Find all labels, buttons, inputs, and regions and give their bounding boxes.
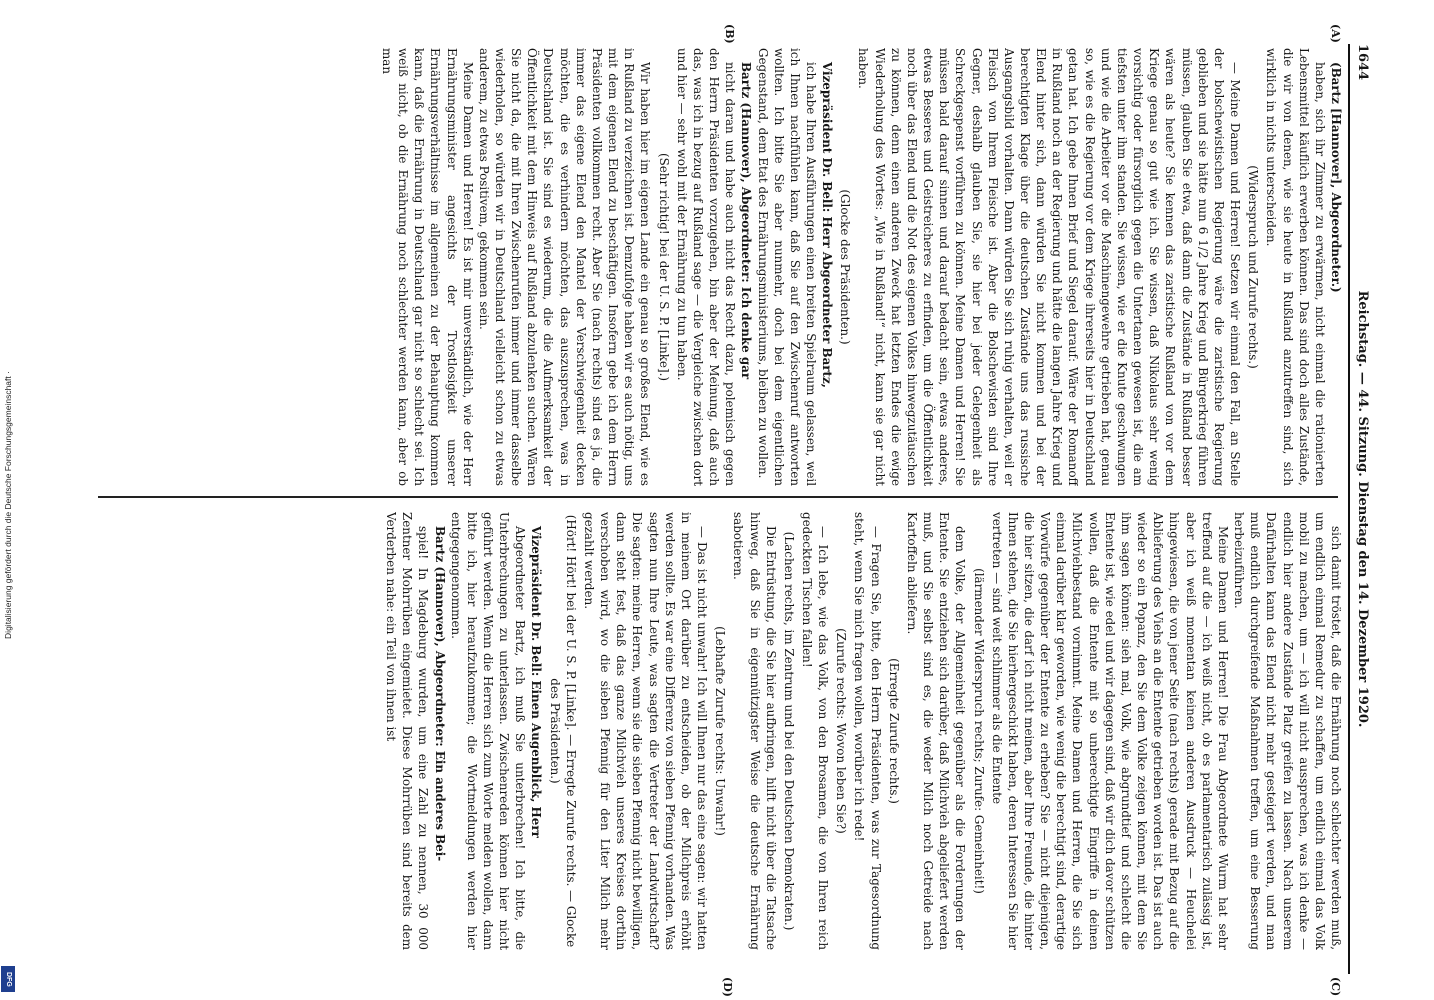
paragraph: Meine Damen und Herren! Die Frau Abgeordnete Wurm hat sehr treffend auf die — ich weiß nicht, ob es parlamentarisch zulässig ist, aber ich weiß momentan keinen anderen Ausdruck — Heuchelei hingewiesen, die von jener Seite (nach rechts) gerade mit Bezug auf die Ablieferung des Viehs an die Entente getrieben worden ist. Das ist auch wieder so ein Popanz, den Sie dem Volke zeigen können, mit dem Sie ihm sagen können: sieh mal, Volk, wie abgrundtief und schlecht die Entente ist, wie edel und wir dagegen sind, daß wir dich davor schützen wollen, daß die Entente mit so unberechtigte Eingriffe in deinen Milchviehbestand vornimmt. Meine Damen und Herren, die Sie sich einmal darüber klar geworden, wie wenig die berechtigt sind, derartige Vorwürfe gegenüber der Entente zu erheben? Sie — nicht diejenigen, die hier sitzen, die darf ich nicht meinen, aber Ihre Freunde, die hinter Ihnen stehen, die Sie hierhergeschickt haben, deren Interessen Sie hier vertreten — sind weit schlimmer als die Entente [989, 512, 1230, 950]
speaker-line: Bartz (Hannover), Abgeordneter: Ich denke gar [739, 62, 754, 380]
interjection: (Lachen rechts, im Zentrum und bei den Deutschen Demokraten.) [781, 531, 796, 931]
margin-mark-d: (D) [721, 977, 734, 997]
interjection: (Widerspruch und Zurufe rechts.) [1246, 165, 1261, 369]
margin-mark-c: (C) [1329, 977, 1342, 997]
page-header [1348, 44, 1372, 974]
left-text-column [82, 48, 1344, 486]
page-title: Reichstag. — 44. Sitzung. Dienstag den 14. Dezember 1920. [1355, 290, 1370, 728]
speaker-line: Vizepräsident Dr. Bell: Einen Augenblick, Herr [529, 526, 544, 838]
paragraph: sich damit tröstet, daß die Ernährung noch schlechter werden muß, um endlich einmal Remedur zu schaffen, um endlich einmal das Volk mobil zu machen, um — ich will nicht aussprechen, was ich denke — endlich hier andere Zustände Platz greifen zu lassen. Nach unserem Dafürhalten kann das Elend nicht mehr gesteigert werden, und man muß endlich durchgreifende Maßnahmen treffen, um eine Besserung herbeizuführen. [1232, 512, 1343, 950]
paragraph: — Fragen Sie, bitte, den Herrn Präsidenten, was zur Tagesordnung steht, wenn Sie mich fragen wollen, worüber ich rede! [852, 512, 883, 950]
paragraph: dem Volke, der Allgemeinheit gegenüber als die Forderungen der Entente. Sie entziehen sich darüber, daß Milchvieh abgeliefert werden muß, und Sie selbst sind es, die weder Milch noch Getreide nach Kartoffeln abliefern. [904, 512, 968, 950]
paragraph: haben, sich ihr Zimmer zu erwärmen, nicht einmal die rationierten Lebensmittel käuflich erwerben können. Das sind doch alles Zustände, die wir von denen, wie sie heute in Rußland anzutreffen sind, sich wirklich in nichts unterscheiden. [1264, 48, 1327, 486]
column-divider [98, 496, 1338, 498]
paragraph: Die Entrüstung, die Sie hier aufbringen, hilft nicht über die Tatsache hinweg, daß Sie in eigennützigster Weise die deutsche Ernährung sabotieren. [731, 512, 778, 950]
paragraph: — Meine Damen und Herren! Setzen wir einmal den Fall, an Stelle der bolschewistischen Regierung wäre die zaristische Regierung geblieben und sie hätte nun 6 1/2 Jahre Krieg und Bürgerkrieg führen müssen, glauben Sie etwa, daß dann die Zustände in Rußland besser wären als heute? Sie kennen das zaristische Rußland von vor dem Kriege genau so gut wie ich. Sie wissen, daß Nikolaus sehr wenig vorsichtig oder fürsorglich gegen die Untertanen gewesen ist, die am tiefsten unter ihm standen. Sie wissen, wie er die Knute geschwungen und wie die Arbeiter vor die Maschinengewehre getrieben hat, genau so, wie es die Regierung vor dem Kriege ihrerseits hier in Deutschland getan hat. Ich gebe Ihnen Brief und Siegel darauf: Wäre der Romanoff in Rußland noch an der Regierung und hätte die langen Jahre Krieg und Elend hinter sich, dann würden Sie nicht kommen und bei der berechtigten Klage über die deutschen Zustände uns das russische Ausgangsbild vorhalten. Dann würden Sie sich ruhig verhalten, weil er Fleisch von Ihrem Fleische ist. Aber die Bolschewisten sind Ihre Gegner, deshalb glauben Sie, sie hier bei jeder Gelegenheit als Schreckgespenst vorführen zu können. Meine Damen und Herren! Sie müssen bald darauf sinnen und darauf bedacht sein, etwas anderes, etwas Besseres und Geistreicheres zu erfinden, um die Öffentlichkeit noch über das Elend und die Not des eigenen Volkes hinwegzutäuschen zu können, denn einen anderen Zweck hat letzten Endes die ewige Wiederholung des Wortes: „Wie in Rußland!“ nicht, kann sie gar nicht haben. [856, 48, 1243, 486]
margin-mark-a: (A) [1329, 24, 1342, 43]
margin-mark-b: (B) [723, 24, 736, 44]
paragraph: — Das ist nicht unwahr! Ich will Ihnen nur das eine sagen: wir hatten in meinem Ort darüber zu entscheiden, ob der Milchpreis erhöht werden sollte. Es war eine Differenz von sieben Pfennig vorhanden. Was sagten nun Ihre Leute, was sagten die Vertreter der Landwirtschaft? Die sagten: meine Herren, wenn sie die sieben Pfennig nicht bewilligen, dann steht fest, daß das ganze Milchvieh unseres Kreises dorthin verschoben wird, wo die sieben Pfennig für den Liter Milch mehr gezahlt werden. [581, 512, 710, 950]
paragraph: Abgeordneter Bartz, ich muß Sie unterbrechen! Ich bitte, die Unterbrechungen zu unterlassen. Zwischenreden können hier nicht geführt werden. Wenn die Herren sich zum Worte melden wollen, dann bitte ich, hier heraufzukommen; die Wortmeldungen werden hier entgegengenommen. [448, 512, 528, 950]
speaker-line: Vizepräsident Dr. Bell: Herr Abgeordneter Bartz, [820, 62, 835, 388]
right-text-column [82, 512, 1344, 950]
interjection: (Glocke des Präsidenten.) [838, 189, 853, 345]
page-number: 1644 [1355, 44, 1370, 81]
paragraph: — Ich lebe, wie das Volk, von den Brosamen, die von Ihren reich gedeckten Tischen fallen! [800, 512, 831, 950]
speaker-line: (Bartz [Hannover], Abgeordneter.) [1329, 62, 1343, 293]
dfg-logo: DFG [1, 966, 15, 992]
paragraph: Meine Damen und Herren! Es ist mir unverständlich, wie der Herr Ernährungsminister angesichts der Trostlosigkeit unserer Ernährungsverhältnisse im allgemeinen zu der Behauptung kommen kann, daß die Ernährung in Deutschland gar nicht so schlecht sei. Ich weiß nicht, ob die Ernährung noch schlechter werden kann, aber ob man [379, 48, 475, 486]
paragraph: spiel! In Magdeburg wurden, um eine Zahl zu nennen, 30 000 Zentner Mohrrüben eingemietet. Diese Mohrrüben sind bereits dem Verderben nahe: ein Teil von ihnen ist [384, 512, 431, 950]
digitization-credit: Digitalisierung gefördert durch die Deutsche Forschungsgemeinschaft · [3, 371, 13, 639]
interjection: (Erregte Zurufe rechts.) [886, 658, 901, 804]
interjection: (Lebhafte Zurufe rechts: Unwahr!) [713, 626, 728, 836]
paragraph: Wir haben hier im eigenen Lande ein genau so großes Elend, wie es in Rußland zu verzeichnen ist. Demzufolge haben wir es auch nötig, uns mit dem eigenen Elend zu beschäftigen. Insofern gebe ich dem Herrn Präsidenten vollkommen recht. Aber Sie (nach rechts) sind es ja, die immer das eigene Elend den Mantel der Verschwiegenheit decken möchten, die es verhindern möchten, das auszusprechen, was in Deutschland ist. Sie sind es wiederum, die die Aufmerksamkeit der Öffentlichkeit mit dem Hinweis auf Rußland abzulenken suchen. Wären Sie nicht da, die mit Ihren Zwischenrufen immer und immer dasselbe wiederholen, so würden wir in Deutschland vielleicht schon zu etwas anderem, zu etwas Positivem, gekommen sein. [476, 48, 653, 486]
interjection: (Zurufe rechts: Wovon leben Sie?) [834, 628, 849, 834]
interjection: (Sehr richtig! bei der U. S. P. [Linke].) [656, 152, 671, 382]
paragraph: ich habe Ihren Ausführungen einen breiten Spielraum gelassen, weil ich Ihnen nachfühlen kann, daß Sie auf den Zwischenruf antworten wollten. Ich bitte Sie aber nunmehr, doch bei dem eigentlichen Gegenstand, dem Etat des Ernährungsministeriums, bleiben zu wollen. [755, 48, 818, 486]
speaker-line: Bartz (Hannover), Abgeordneter: Ein anderes Bei- [432, 526, 447, 862]
interjection: (lärmender Widerspruch rechts; Zurufe: Gemeinheit!) [971, 568, 986, 894]
interjection: (Hört! Hört! bei der U. S. P. [Linke]. — Erregte Zurufe rechts. — Glocke des Präsidenten.) [547, 514, 578, 948]
paragraph: nicht daran und habe auch nicht das Recht dazu, polemisch gegen den Herrn Präsidenten vorzugehen, bin aber der Meinung, daß auch das, was ich in bezug auf Rußland sage — die Vergleiche zwischen dort und hier — sehr wohl mit der Ernährung zu tun haben. [674, 48, 738, 486]
